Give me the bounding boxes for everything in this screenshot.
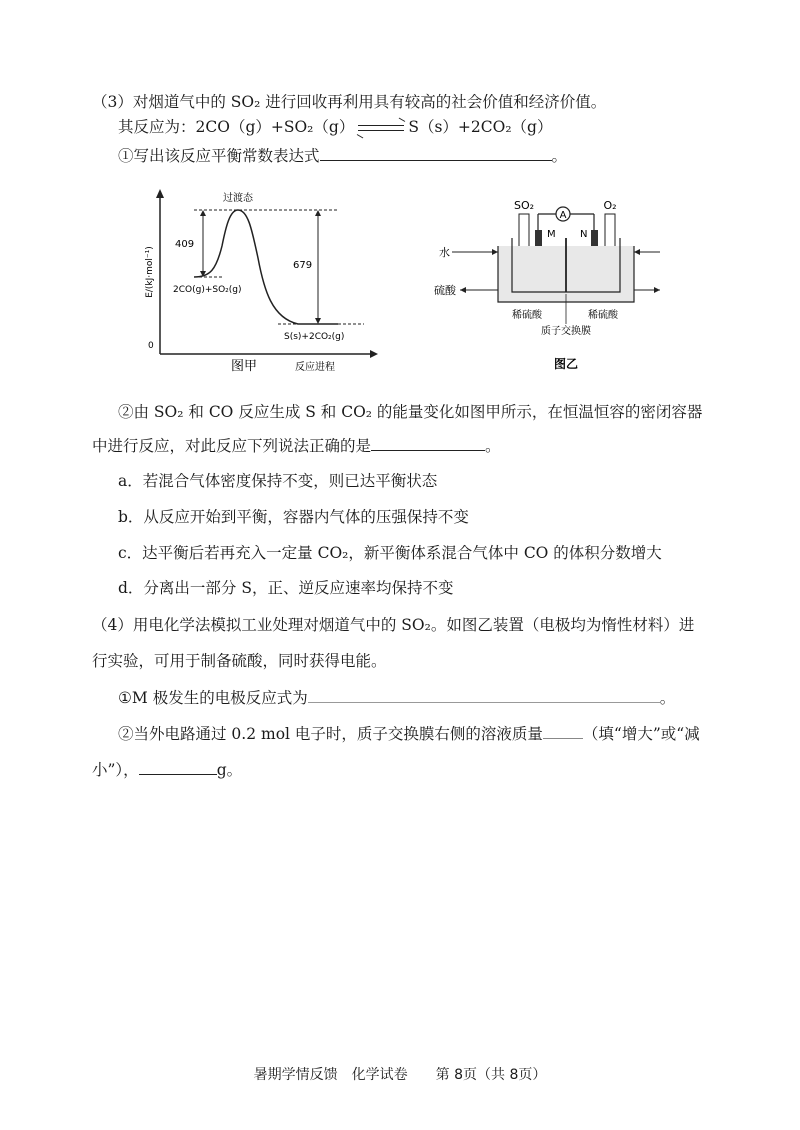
sulfuric-outlet-arrow-icon bbox=[460, 287, 466, 293]
ea-value: 409 bbox=[175, 239, 195, 250]
right-outlet-arrow-icon bbox=[654, 287, 660, 293]
ammeter-label: A bbox=[559, 210, 567, 221]
right-inlet-arrow-icon bbox=[634, 249, 640, 255]
q4-sub1-period: 。 bbox=[659, 689, 676, 707]
option-a: a．若混合气体密度保持不变，则已达平衡状态 bbox=[118, 472, 438, 490]
energy-x-arrow-icon bbox=[370, 350, 378, 358]
q4-sub1 bbox=[118, 688, 675, 708]
q3-sub2-text: 中进行反应，对此反应下列说法正确的是 bbox=[92, 437, 372, 455]
q4-sub2-text-c: 小”）， bbox=[92, 761, 139, 779]
q4-sub1-text: ①M 极发生的电极反应式为 bbox=[118, 689, 308, 707]
q4-line1: （4）用电化学法模拟工业处理对烟道气中的 SO₂。如图乙装置（电极均为惰性材料）进 bbox=[92, 616, 695, 634]
reactant-label: 2CO(g)+SO₂(g) bbox=[173, 285, 242, 295]
q3-sub1 bbox=[118, 146, 567, 166]
option-b: b．从反应开始到平衡，容器内气体的压强保持不变 bbox=[118, 508, 469, 526]
q3-sub2-period: 。 bbox=[485, 437, 501, 455]
option-d: d．分离出一部分 S，正、逆反应速率均保持不变 bbox=[118, 579, 454, 597]
membrane-label: 质子交换膜 bbox=[541, 326, 591, 337]
page-footer: 暑期学情反馈 化学试卷 第 8页（共 8页） bbox=[253, 1067, 547, 1083]
q3-sub1-blank[interactable] bbox=[320, 146, 552, 161]
q4-line2: 行实验，可用于制备硫酸，同时获得电能。 bbox=[92, 652, 387, 670]
electrode-m-label: M bbox=[547, 229, 556, 240]
q3-sub2-blank[interactable] bbox=[371, 436, 485, 451]
delta-arrow-down-icon bbox=[315, 318, 321, 324]
energy-y-arrow-icon bbox=[156, 189, 164, 198]
q4-sub2-cont bbox=[92, 760, 242, 780]
q3-sub2-line2 bbox=[92, 436, 501, 456]
figure-yi-caption: 图乙 bbox=[553, 357, 579, 371]
product-label: S(s)+2CO₂(g) bbox=[284, 332, 345, 342]
ea-arrow-up-icon bbox=[200, 210, 206, 216]
energy-origin: 0 bbox=[148, 341, 154, 351]
water-label: 水 bbox=[439, 246, 450, 259]
q3-sub1-period: 。 bbox=[551, 147, 568, 165]
q4-sub2 bbox=[118, 724, 700, 744]
q4-sub2-text-b: （填“增大”或“减 bbox=[582, 725, 700, 743]
electrode-n-label: N bbox=[580, 229, 588, 240]
energy-y-label: E/(kJ·mol⁻¹) bbox=[145, 246, 155, 298]
water-inlet-arrow-icon bbox=[492, 249, 498, 255]
q4-sub2-text-d: g。 bbox=[216, 761, 243, 779]
delta-arrow-up-icon bbox=[315, 210, 321, 216]
q3-intro: （3）对烟道气中的 SO₂ 进行回收再利用具有较高的社会价值和经济价值。 bbox=[92, 93, 607, 111]
q4-sub2-blank2[interactable] bbox=[139, 760, 217, 775]
equilibrium-arrow-icon bbox=[358, 122, 404, 134]
o2-inlet-label: O₂ bbox=[603, 199, 617, 212]
q4-sub1-blank[interactable] bbox=[308, 688, 660, 703]
transition-label: 过渡态 bbox=[223, 193, 253, 204]
delta-value: 679 bbox=[293, 260, 313, 271]
energy-x-label: 反应进程 bbox=[295, 362, 335, 373]
q3-sub1-text: ①写出该反应平衡常数表达式 bbox=[118, 147, 320, 165]
so2-inlet-label: SO₂ bbox=[513, 199, 535, 212]
q3-reaction-lhs: 2CO（g）+SO₂（g） bbox=[195, 118, 355, 136]
dilute-left-label: 稀硫酸 bbox=[512, 310, 542, 321]
figure-jia-caption: 图甲 bbox=[230, 359, 258, 374]
cell-diagram bbox=[420, 190, 670, 376]
energy-curve bbox=[194, 210, 338, 324]
q4-sub2-text-a: ②当外电路通过 0.2 mol 电子时，质子交换膜右侧的溶液质量 bbox=[118, 725, 543, 743]
q3-reaction-prefix: 其反应为： bbox=[118, 118, 196, 136]
energy-diagram bbox=[138, 186, 390, 378]
q3-reaction bbox=[118, 117, 552, 137]
option-c: c．达平衡后若再充入一定量 CO₂，新平衡体系混合气体中 CO 的体积分数增大 bbox=[118, 544, 662, 562]
dilute-right-label: 稀硫酸 bbox=[588, 310, 618, 321]
q3-sub2-line1: ②由 SO₂ 和 CO 反应生成 S 和 CO₂ 的能量变化如图甲所示，在恒温恒容的密闭容器 bbox=[118, 403, 703, 421]
q3-reaction-rhs: S（s）+2CO₂（g） bbox=[408, 118, 553, 136]
sulfuric-label: 硫酸 bbox=[434, 284, 456, 297]
q4-sub2-blank1[interactable] bbox=[543, 724, 583, 739]
